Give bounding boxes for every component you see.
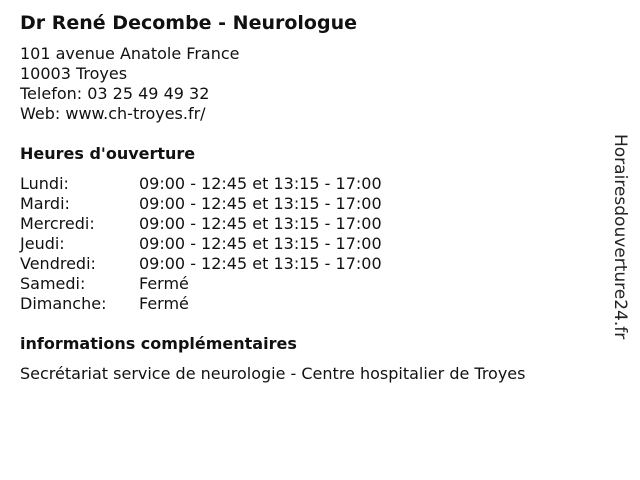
watermark-text: Horairesdouverture24.fr [610, 134, 630, 340]
day-hours: 09:00 - 12:45 et 13:15 - 17:00 [139, 234, 382, 253]
day-label: Mercredi: [20, 214, 95, 233]
hours-row-sunday [20, 294, 382, 314]
day-hours: 09:00 - 12:45 et 13:15 - 17:00 [139, 174, 382, 193]
hours-row-tuesday [20, 194, 382, 214]
day-hours: 09:00 - 12:45 et 13:15 - 17:00 [139, 254, 382, 273]
hours-row-thursday [20, 234, 382, 254]
day-label: Dimanche: [20, 294, 107, 313]
hours-heading: Heures d'ouverture [20, 144, 196, 163]
address-block [20, 44, 239, 124]
day-label: Mardi: [20, 194, 70, 213]
hours-row-friday [20, 254, 382, 274]
day-label: Vendredi: [20, 254, 96, 273]
phone-number: Telefon: 03 25 49 49 32 [20, 84, 210, 103]
hours-row-wednesday [20, 214, 382, 234]
info-text: Secrétariat service de neurologie - Centre hospitalier de Troyes [20, 364, 526, 383]
day-label: Lundi: [20, 174, 69, 193]
day-hours: 09:00 - 12:45 et 13:15 - 17:00 [139, 214, 382, 233]
day-label: Samedi: [20, 274, 86, 293]
website-link[interactable]: Web: www.ch-troyes.fr/ [20, 104, 206, 123]
day-hours: 09:00 - 12:45 et 13:15 - 17:00 [139, 194, 382, 213]
hours-row-monday [20, 174, 382, 194]
street-address: 101 avenue Anatole France [20, 44, 240, 63]
day-hours: Fermé [139, 274, 189, 293]
day-label: Jeudi: [20, 234, 65, 253]
day-hours: Fermé [139, 294, 189, 313]
page-title: Dr René Decombe - Neurologue [20, 12, 357, 34]
city: 10003 Troyes [20, 64, 128, 83]
info-heading: informations complémentaires [20, 334, 297, 353]
hours-row-saturday [20, 274, 382, 294]
hours-table [20, 174, 382, 314]
watermark [607, 134, 633, 346]
